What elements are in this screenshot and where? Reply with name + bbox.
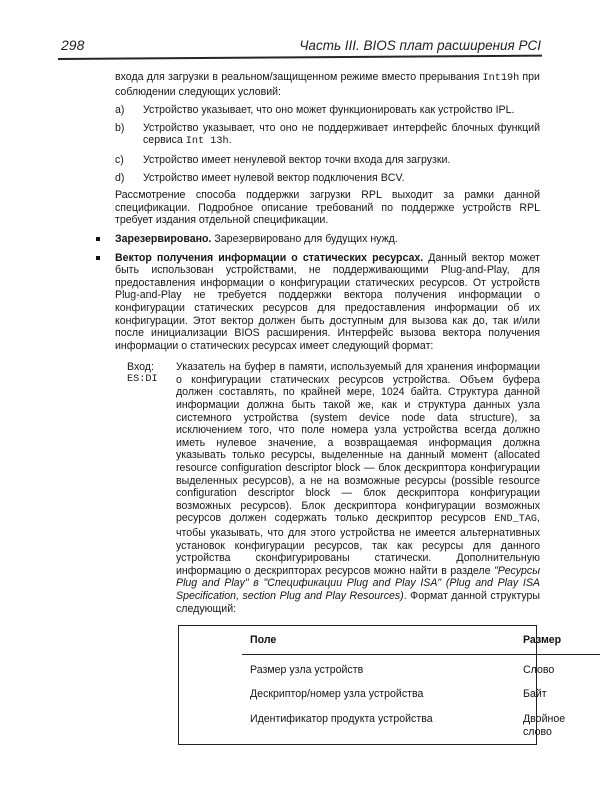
intro-paragraph <box>115 71 540 98</box>
field-cell: Размер узла устройств <box>250 663 364 676</box>
list-item-d <box>115 172 540 185</box>
list-item-label: a) <box>115 104 125 117</box>
list-item-code-int13h: Int 13h <box>185 136 229 148</box>
rpl-paragraph: Рассмотрение способа поддержки загрузки RPL выходит за рамки данной спецификации. Подробное описание требований по поддержке устройств RPL требует издания отдельной спецификации. <box>115 189 540 227</box>
table-row <box>242 654 600 682</box>
header-rule <box>58 55 542 60</box>
esdi-text-italic-reference: "Ресурсы Plug and Play" в "Спецификации Plug and Play ISA" (Plug and Play ISA Specification, section Plug and Play Resources) <box>176 564 540 602</box>
esdi-label <box>115 361 176 615</box>
intro-text-post: при соблюдении следующих условий: <box>115 71 540 98</box>
list-item-text <box>143 122 540 149</box>
list-item-c <box>115 154 540 167</box>
structure-table-frame <box>178 625 566 745</box>
esdi-label-register: ES:DI <box>127 373 158 385</box>
list-item-text-pre: Устройство указывает, что оно не поддерживает интерфейс блочных функций сервиса <box>143 121 540 147</box>
esdi-text-part3: . Формат данной структуры следующий: <box>176 589 540 615</box>
list-item-text: Устройство имеет нулевой вектор подключения BCV. <box>143 171 405 184</box>
list-item-text: Устройство указывает, что оно может функционировать как устройство IPL. <box>143 104 515 117</box>
bullet-text: Зарезервировано для будущих нужд. <box>211 232 398 245</box>
bullet-text: Данный вектор может быть использован устройствами, не поддерживающими Plug-and-Play, для предоставления информации о конфигурации статических ресурсов. От устройств Plug-and-Play не требуется поддержки вектора получения информации о конфигурации статических ресурсов для предоставления информации об их конфигурации. Этот вектор должен быть доступным для вызова как до, так и/или после инициализации BIOS расширения. Интерфейс вызова вектора получения информации о статических ресурсах имеет следующий формат: <box>115 251 540 352</box>
esdi-input-block <box>115 361 540 615</box>
intro-code-int19h: Int19h <box>482 73 520 84</box>
list-item-label: d) <box>115 171 125 184</box>
page-number: 298 <box>61 37 85 53</box>
list-item-label: c) <box>115 153 124 166</box>
intro-text-pre: входа для загрузки в реальном/защищенном режиме вместо прерывания <box>115 71 483 83</box>
field-cell: Дескриптор/номер узла устройства <box>250 688 424 701</box>
list-item-text-post: . <box>228 134 232 147</box>
list-item-label: b) <box>115 121 125 134</box>
list-item-a <box>115 104 540 117</box>
bullet-lead: Вектор получения информации о статических ресурсах. <box>115 251 424 264</box>
list-item-b <box>115 122 540 149</box>
size-cell: Слово <box>523 663 555 676</box>
running-title: Часть III. BIOS плат расширения PCI <box>299 38 541 53</box>
structure-format-table <box>242 626 600 744</box>
table-row <box>242 707 600 744</box>
column-header-size: Размер <box>515 626 600 654</box>
esdi-text-part2: , чтобы указывать, что для этого устройства не имеется альтернативных установок конфигурации ресурсов, так как ресурсы для данного устройства сконфигурированы статически. Дополнительную информацию о дескрипторах ресурсов можно найти в разделе <box>176 512 540 577</box>
column-header-field: Поле <box>242 626 515 654</box>
bullet-static-resources-vector <box>115 252 540 353</box>
running-header <box>61 37 541 53</box>
bullet-lead: Зарезервировано. <box>115 232 212 245</box>
table-header-row <box>242 626 600 654</box>
square-bullet-icon <box>96 256 100 260</box>
field-cell: Идентификатор продукта устройства <box>250 712 433 725</box>
list-item-text: Устройство имеет ненулевой вектор точки входа для загрузки. <box>143 153 451 166</box>
size-cell: Двойное слово <box>523 712 566 738</box>
table-row <box>242 682 600 707</box>
bullet-reserved <box>115 233 540 246</box>
square-bullet-icon <box>96 237 100 241</box>
page-body <box>115 71 566 745</box>
size-cell: Байт <box>523 688 547 701</box>
esdi-text-part1: Указатель на буфер в памяти, используемый для хранения информации о конфигурации статических ресурсов устройства. Объем буфера должен составлять, по крайней мере, 1024 байта. Структура данной информации должна быть такой же, как и структура данных узла системного устройства (system device node data structure), за исключением того, что поле номера узла устройства всегда должно иметь нулевое значение, а возвращаемая информация должна указывать только ресурсы, выделенные на данный момент (allocated resource configuration descriptor block — блок дескриптора конфигурации выделенных ресурсов), а не на возможные ресурсы (possible resource configuration descriptor block — блок дескриптора конфигурации возможных ресурсов). Блок дескриптора конфигурации возможных ресурсов должен содержать только дескриптор ресурсов <box>176 361 540 525</box>
esdi-description <box>176 361 540 615</box>
esdi-label-input: Вход: <box>127 361 154 374</box>
esdi-code-endtag: END_TAG <box>494 514 538 526</box>
condition-list <box>115 104 540 184</box>
